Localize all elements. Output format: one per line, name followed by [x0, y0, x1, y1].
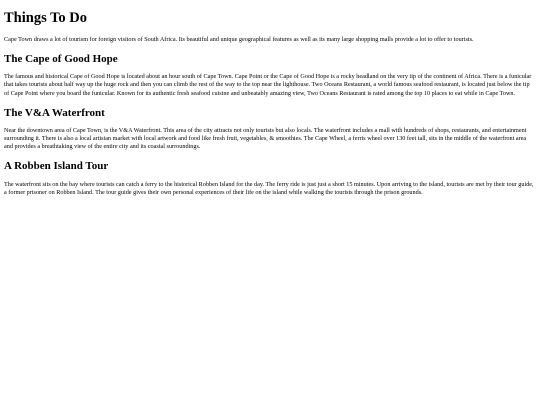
section-body-va-waterfront: Near the downtown area of Cape Town, is the V&A Waterfront. This area of the city attracts not only tourists but also locals. The waterfront includes a mall with hundreds of shops, restaurants, and entertainment surrounding it. There is also a local artisian market with local artwork and food like fresh fruit, vegetables, & smoothies. The Cape Wheel, a ferris wheel over 130 feet tall, sits in the middle of the waterfront area and provides a breathtaking view of the entire city and its coastal surroundings.	[4, 127, 527, 151]
section-body-robben-island-tour: The waterfront sits on the bay where tourists can catch a ferry to the historical Robben Island for the day. The ferry ride is just just a short 15 minutes. Upon arriving to the island, tourists are met by their tour guide, a former prisoner on Robben Island. The tour guide gives their own personal experiences of their life on the island while walking the tourists through the prison grounds.	[4, 181, 534, 197]
section-heading-cape-of-good-hope: The Cape of Good Hope	[4, 52, 118, 65]
intro-paragraph: Cape Town draws a lot of tourism for foreign visitors of South Africa. Its beautiful and unique geographical features as well as its many large shopping malls provide a lot to offer to tourists.	[4, 35, 474, 43]
section-heading-robben-island-tour: A Robben Island Tour	[4, 160, 109, 173]
section-heading-va-waterfront: The V&A Waterfront	[4, 106, 105, 119]
page-content	[0, 0, 540, 197]
page-title: Things To Do	[4, 10, 88, 26]
section-body-cape-of-good-hope: The famous and historical Cape of Good Hope is located about an hour south of Cape Town. Cape Point or the Cape of Good Hope is a rocky headland on the very tip of the continent of Africa. There is a funicular that takes tourists about half way up the huge rock and then you can climb the rest of the way to the top near the lighthouse. Two Oceans Restaurant, a world famous seafood restaurant, is located just below the tip of Cape Point where you board the funicular. Known for its authentic fresh seafood cuisine and unbeatably amazing view, Two Oceans Restaurant is rated among the top 10 places to eat while in Cape Town.	[4, 73, 532, 97]
